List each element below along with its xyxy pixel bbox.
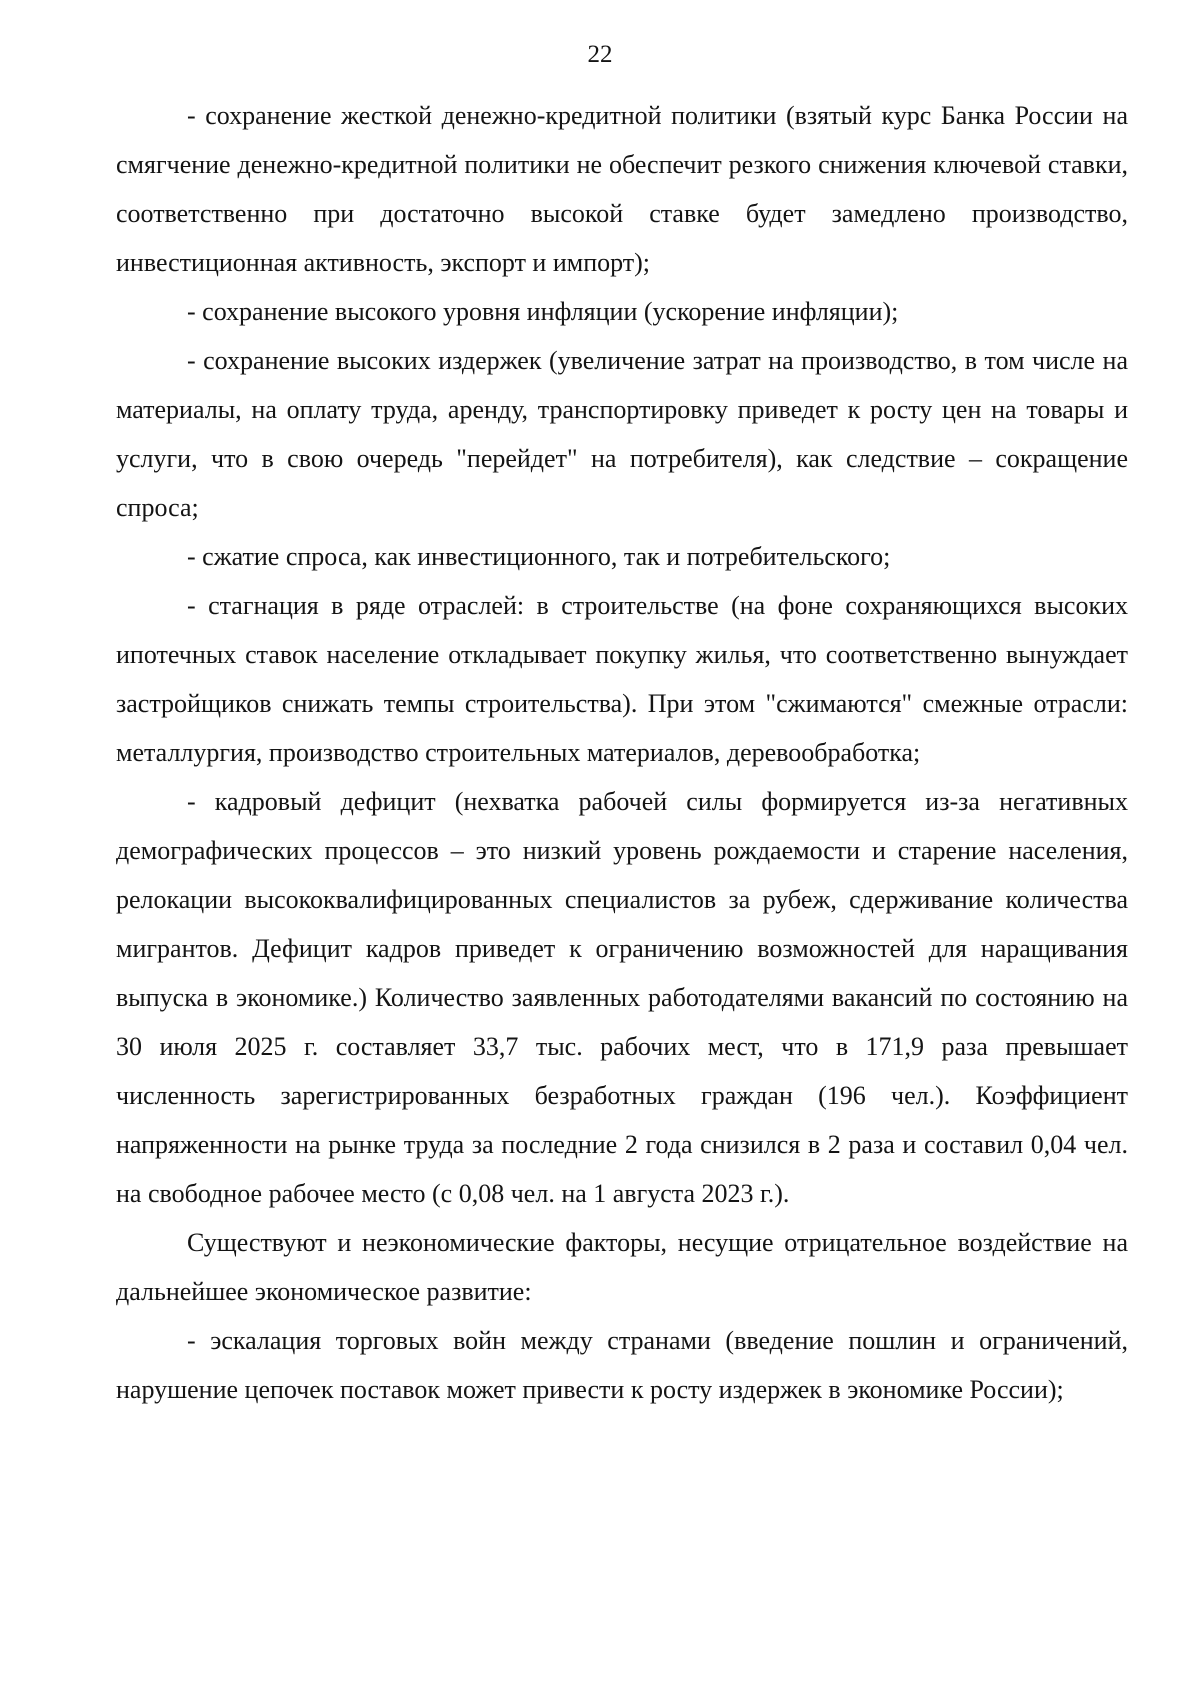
document-body	[116, 91, 1128, 1414]
paragraph-inflation: - сохранение высокого уровня инфляции (ускорение инфляции);	[187, 297, 899, 326]
paragraph-trade-wars: - эскалация торговых войн между странами (введение пошлин и ограничений, нарушение цепочек поставок может привести к росту издержек в экономике России);	[116, 1326, 1128, 1404]
paragraph-costs: - сохранение высоких издержек (увеличение затрат на производство, в том числе на материалы, на оплату труда, аренду, транспортировку приведет к росту цен на товары и услуги, что в свою очередь "перейдет" на потребителя), как следствие – сокращение спроса;	[116, 346, 1128, 522]
page-number: 22	[587, 41, 613, 68]
paragraph-non-economic-factors: Существуют и неэкономические факторы, несущие отрицательное воздействие на дальнейшее экономическое развитие:	[116, 1228, 1128, 1306]
paragraph-stagnation: - стагнация в ряде отраслей: в строительстве (на фоне сохраняющихся высоких ипотечных ставок население откладывает покупку жилья, что соответственно вынуждает застройщиков снижать темпы строительства). При этом "сжимаются" смежные отрасли: металлургия, производство строительных материалов, деревообработка;	[116, 591, 1128, 767]
paragraph-labor-shortage: - кадровый дефицит (нехватка рабочей силы формируется из-за негативных демографических процессов – это низкий уровень рождаемости и старение населения, релокации высококвалифицированных специалистов за рубеж, сдерживание количества мигрантов. Дефицит кадров приведет к ограничению возможностей для наращивания выпуска в экономике.) Количество заявленных работодателями вакансий по состоянию на 30 июля 2025 г. составляет 33,7 тыс. рабочих мест, что в 171,9 раза превышает численность зарегистрированных безработных граждан (196 чел.). Коэффициент напряженности на рынке труда за последние 2 года снизился в 2 раза и составил 0,04 чел. на свободное рабочее место (с 0,08 чел. на 1 августа 2023 г.).	[116, 787, 1128, 1208]
paragraph-monetary-policy: - сохранение жесткой денежно-кредитной политики (взятый курс Банка России на смягчение денежно-кредитной политики не обеспечит резкого снижения ключевой ставки, соответственно при достаточно высокой ставке будет замедлено производство, инвестиционная активность, экспорт и импорт);	[116, 101, 1128, 277]
paragraph-demand: - сжатие спроса, как инвестиционного, так и потребительского;	[187, 542, 891, 571]
